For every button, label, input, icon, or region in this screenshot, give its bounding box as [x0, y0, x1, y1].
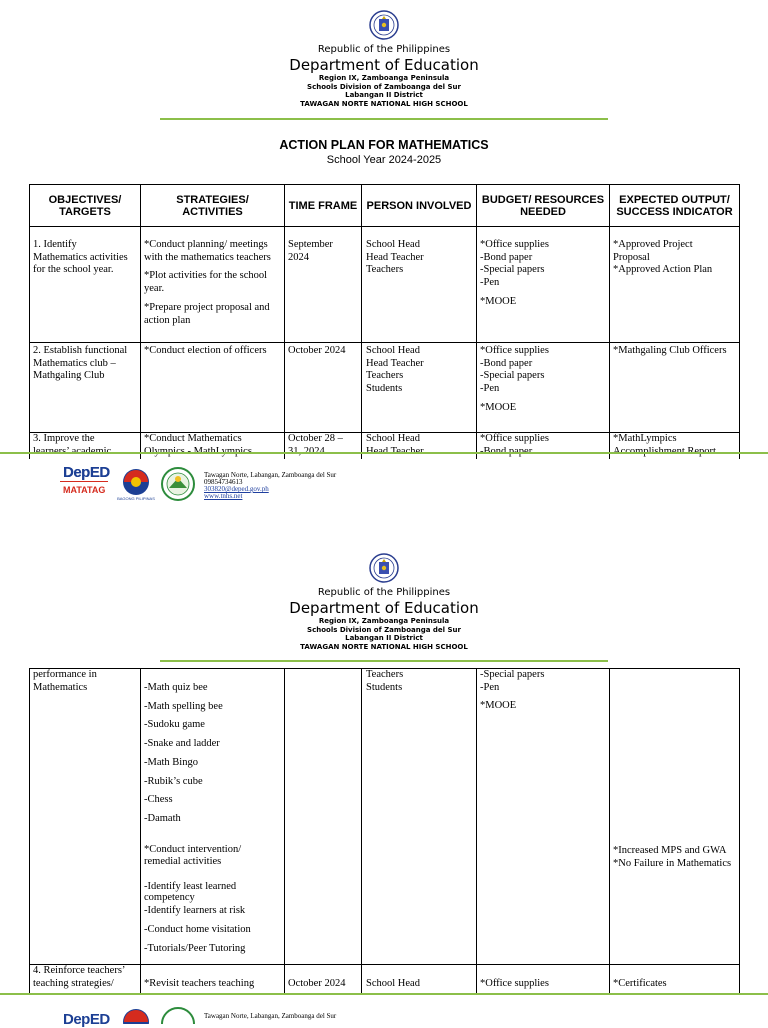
footer-contact: [204, 472, 336, 500]
matatag-logo: MATATAG: [63, 485, 106, 495]
row3-person: School Head: [366, 433, 420, 444]
row3-objective: 3. Improve the: [33, 433, 95, 444]
row2-time: October 2024: [288, 345, 346, 356]
footer-email-link[interactable]: 303820@deped.gov.ph: [204, 485, 269, 493]
row2-strategies: *Conduct election of officers: [144, 345, 267, 356]
header-divider: [160, 118, 608, 120]
school-seal-icon: [160, 466, 196, 502]
deped-underline: [60, 481, 108, 482]
footer-address-p2: Tawagan Norte, Labangan, Zamboanga del Sur: [204, 1012, 337, 1020]
row3-person-cont: Teachers Students: [366, 669, 404, 693]
footer-web-link[interactable]: www.tnhs.net: [204, 492, 243, 500]
row3-budget: *Office supplies: [480, 433, 549, 444]
row4-time: October 2024: [288, 978, 346, 989]
department-label: Department of Education: [289, 56, 479, 74]
row3-activities-list: -Math quiz bee -Math spelling bee -Sudoku game -Snake and ladder -Math Bingo -Rubik’s cube -Chess -Damath *Conduct intervention/ remedial activities -Identify least learned competency -Identify learners at risk -Conduct home visitation -Tutorials/Peer Tutoring: [144, 682, 251, 954]
row1-strategies: *Conduct planning/ meetings with the mathematics teachers *Plot activities for the school year. *Prepare project proposal and action plan: [144, 239, 271, 326]
col-objectives-header: OBJECTIVES/ TARGETS: [48, 193, 122, 218]
deped-seal-icon: [369, 10, 399, 40]
row3-output-cont: *Increased MPS and GWA *No Failure in Mathematics: [613, 845, 732, 869]
row3-output: *MathLympics: [613, 433, 677, 444]
department-label-p2: Department of Education: [289, 599, 479, 617]
row1-output: *Approved Project Proposal *Approved Action Plan: [613, 239, 713, 276]
row1-objective: 1. Identify Mathematics activities for the school year.: [33, 239, 128, 276]
deped-seal-icon-page2: [369, 553, 399, 583]
footer-address: Tawagan Norte, Labangan, Zamboanga del Sur: [204, 471, 337, 479]
row3-budget-cont: -Special papers -Pen *MOOE: [480, 669, 545, 712]
division-label-p2: Schools Division of Zamboanga del Sur: [307, 625, 461, 634]
row4-person: School Head: [366, 978, 420, 989]
region-label: Region IX, Zamboanga Peninsula: [318, 74, 450, 82]
school-label-p2: TAWAGAN NORTE NATIONAL HIGH SCHOOL: [300, 642, 468, 651]
row4-objective: 4. Reinforce teachers’ teaching strategies/: [33, 965, 126, 989]
row3-clip: [29, 433, 740, 458]
footer-divider-p2: [0, 993, 768, 995]
deped-logo-p2: DepED: [63, 1011, 110, 1028]
republic-label: Republic of the Philippines: [317, 44, 451, 55]
row1-budget: *Office supplies -Bond paper -Special papers -Pen *MOOE: [480, 239, 549, 307]
row1-person: School Head Head Teacher Teachers: [366, 239, 424, 276]
row2-objective: 2. Establish functional Mathematics club – Mathgaling Club: [33, 345, 128, 382]
col-output-header: EXPECTED OUTPUT/ SUCCESS INDICATOR: [616, 193, 733, 218]
row4-budget: *Office supplies: [480, 978, 549, 989]
doc-title: ACTION PLAN FOR MATHEMATICS: [279, 138, 489, 152]
school-label: TAWAGAN NORTE NATIONAL HIGH SCHOOL: [300, 99, 468, 108]
district-label: Labangan II District: [345, 91, 423, 99]
region-label-p2: Region IX, Zamboanga Peninsula: [318, 617, 450, 625]
row4-output: *Certificates: [613, 978, 667, 989]
row3-strategies: *Conduct Mathematics: [144, 433, 242, 444]
col-time-header: TIME FRAME: [288, 199, 358, 212]
school-year: School Year 2024-2025: [326, 154, 442, 166]
svg-text:BAGONG PILIPINAS: BAGONG PILIPINAS: [117, 496, 155, 501]
row1-time: September 2024: [288, 239, 333, 263]
row3-objective-cont: performance in Mathematics: [33, 669, 97, 693]
republic-label-p2: Republic of the Philippines: [317, 587, 451, 598]
page1-header: [0, 44, 768, 108]
col-strategies-header: STRATEGIES/ ACTIVITIES: [176, 193, 249, 218]
col-person-header: PERSON INVOLVED: [366, 199, 472, 212]
row2-output: *Mathgaling Club Officers: [613, 345, 727, 356]
bagong-pilipinas-icon: [116, 466, 156, 502]
school-seal-icon-p2: [160, 1006, 196, 1024]
footer-phone: 09854734613: [204, 478, 243, 486]
footer-divider: [0, 452, 768, 454]
row4-strategies: *Revisit teachers teaching: [144, 978, 255, 989]
row3-time: October 28 –: [288, 433, 343, 444]
bagong-pilipinas-icon-p2: [116, 1006, 156, 1024]
row2-person: School Head Head Teacher Teachers Students: [366, 345, 424, 395]
col-budget-header: BUDGET/ RESOURCES NEEDED: [481, 193, 605, 218]
deped-logo: DepED: [63, 464, 110, 481]
row2-budget: *Office supplies -Bond paper -Special papers -Pen *MOOE: [480, 345, 549, 413]
division-label: Schools Division of Zamboanga del Sur: [307, 82, 461, 91]
district-label-p2: Labangan II District: [345, 634, 423, 642]
header-divider-p2: [160, 660, 608, 662]
page2-header: [0, 587, 768, 651]
